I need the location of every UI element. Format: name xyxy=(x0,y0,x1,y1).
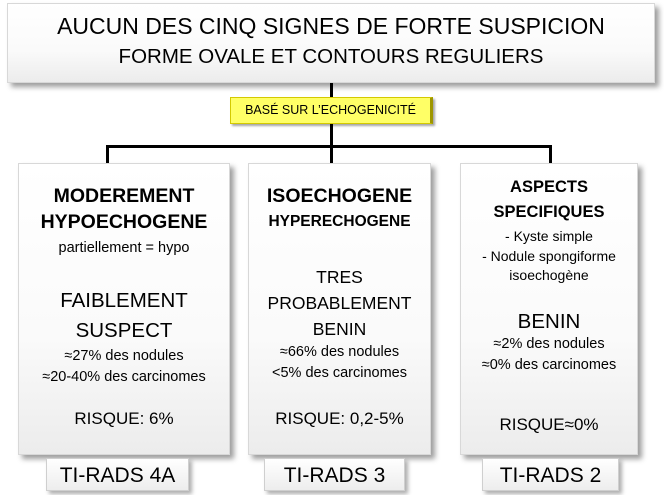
verdict-line1: TRES xyxy=(316,267,363,287)
header-box xyxy=(7,3,655,83)
category-title-line2: SPECIFIQUES xyxy=(493,203,605,221)
header-title: AUCUN DES CINQ SIGNES DE FORTE SUSPICION xyxy=(57,13,605,39)
stat-nodules: ≈66% des nodules xyxy=(279,344,400,360)
connector-right xyxy=(549,145,552,164)
connector-horizontal xyxy=(106,145,552,148)
verdict-line1: BENIN xyxy=(517,310,581,333)
verdict-line3: BENIN xyxy=(312,319,367,339)
category-box-specific-aspects xyxy=(460,163,638,455)
stat-carcinomas: <5% des carcinomes xyxy=(272,365,407,381)
connector-left xyxy=(106,145,109,164)
verdict-line1: FAIBLEMENT xyxy=(60,289,188,312)
category-box-moderately-hypoechoic xyxy=(18,163,230,455)
category-subtitle: partiellement = hypo xyxy=(58,240,190,256)
item-simple-cyst: - Kyste simple xyxy=(505,228,593,244)
connector-mid xyxy=(330,124,333,147)
header-subtitle: FORME OVALE ET CONTOURS REGULIERS xyxy=(118,45,544,68)
risk-value: RISQUE≈0% xyxy=(499,415,599,434)
connector-center xyxy=(330,145,333,164)
category-title-line1: ISOECHOGENE xyxy=(266,185,413,207)
risk-value: RISQUE: 6% xyxy=(74,409,174,428)
stat-carcinomas: ≈0% des carcinomes xyxy=(481,357,617,373)
stat-nodules: ≈27% des nodules xyxy=(64,348,184,364)
risk-value: RISQUE: 0,2-5% xyxy=(275,409,404,428)
tirads-label-2: TI-RADS 2 xyxy=(482,458,619,491)
verdict-line2: PROBABLEMENT xyxy=(267,293,412,313)
verdict-line2: SUSPECT xyxy=(75,319,173,342)
connector-top xyxy=(330,83,333,97)
category-box-iso-hyperechoic xyxy=(248,163,431,455)
item-isoechoic: isoechogène xyxy=(509,267,589,283)
stat-nodules: ≈2% des nodules xyxy=(493,336,605,352)
item-spongiform-nodule: - Nodule spongiforme xyxy=(482,248,616,264)
category-title-line2: HYPOECHOGENE xyxy=(40,211,208,233)
basis-label: BASÉ SUR L’ECHOGENICITÉ xyxy=(230,97,433,124)
tirads-label-4a: TI-RADS 4A xyxy=(46,458,189,491)
category-title-line1: MODEREMENT xyxy=(53,185,195,207)
category-title-line2: HYPERECHOGENE xyxy=(268,213,411,230)
stat-carcinomas: ≈20-40% des carcinomes xyxy=(42,369,206,385)
tirads-label-3: TI-RADS 3 xyxy=(264,458,405,491)
category-title-line1: ASPECTS xyxy=(510,178,588,196)
